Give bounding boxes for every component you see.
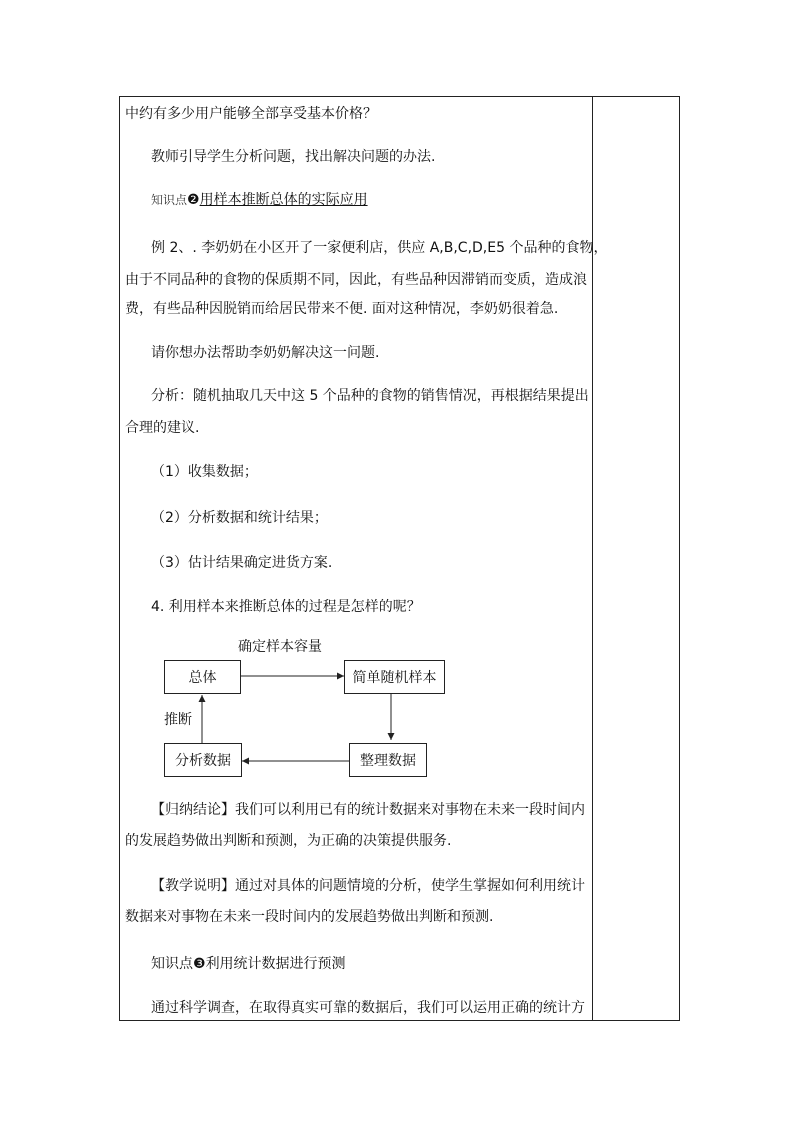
kp2-prefix: 知识点 [151, 193, 188, 207]
kp3-title: 利用统计数据进行预测 [205, 956, 346, 972]
diagram-top-label: 确定样本容量 [238, 639, 322, 655]
knowledge-point-3 [151, 954, 346, 974]
text-line: （3）估计结果确定进货方案. [151, 555, 333, 571]
kp3-number: ❸ [193, 956, 206, 972]
text-line: 请你想办法帮助李奶奶解决这一问题. [151, 345, 380, 361]
text-line: 的发展趋势做出判断和预测，为正确的决策提供服务. [125, 833, 452, 849]
text-line: 数据来对事物在未来一段时间内的发展趋势做出判断和预测. [125, 909, 494, 925]
box-organize-data: 整理数据 [349, 743, 427, 777]
text-line: 通过科学调查，在取得真实可靠的数据后，我们可以运用正确的统计方 [151, 1000, 585, 1016]
diagram-side-label: 推断 [164, 712, 192, 728]
text-line: 【教学说明】通过对具体的问题情境的分析，使学生掌握如何利用统计 [151, 878, 585, 894]
kp2-number: ❷ [187, 192, 200, 208]
text-line: （2）分析数据和统计结果； [151, 510, 328, 526]
kp3-prefix: 知识点 [151, 956, 193, 972]
box-analyze-data: 分析数据 [164, 743, 242, 777]
text-line: 合理的建议. [125, 420, 200, 436]
column-divider [592, 96, 593, 1021]
sampling-process-diagram [150, 636, 460, 786]
text-line: 分析：随机抽取几天中这 5 个品种的食物的销售情况，再根据结果提出 [151, 388, 589, 404]
knowledge-point-2 [151, 190, 368, 210]
box-simple-random-sample: 简单随机样本 [344, 660, 445, 694]
text-line: （1）收集数据； [151, 464, 258, 480]
box-population: 总体 [164, 660, 241, 694]
text-line: 中约有多少用户能够全部享受基本价格？ [125, 106, 377, 122]
text-line: 【归纳结论】我们可以利用已有的统计数据来对事物在未来一段时间内 [151, 802, 585, 818]
text-line: 例 2、. 李奶奶在小区开了一家便利店，供应 A,B,C,D,E5 个品种的食物， [151, 240, 608, 256]
text-line: 费，有些品种因脱销而给居民带来不便. 面对这种情况，李奶奶很着急. [125, 301, 559, 317]
text-line: 教师引导学生分析问题，找出解决问题的办法. [151, 149, 436, 165]
text-line: 由于不同品种的食物的保质期不同，因此，有些品种因滞销而变质，造成浪 [125, 272, 587, 288]
text-line: 4. 利用样本来推断总体的过程是怎样的呢？ [151, 599, 421, 615]
kp2-title: 用样本推断总体的实际应用 [199, 192, 368, 208]
